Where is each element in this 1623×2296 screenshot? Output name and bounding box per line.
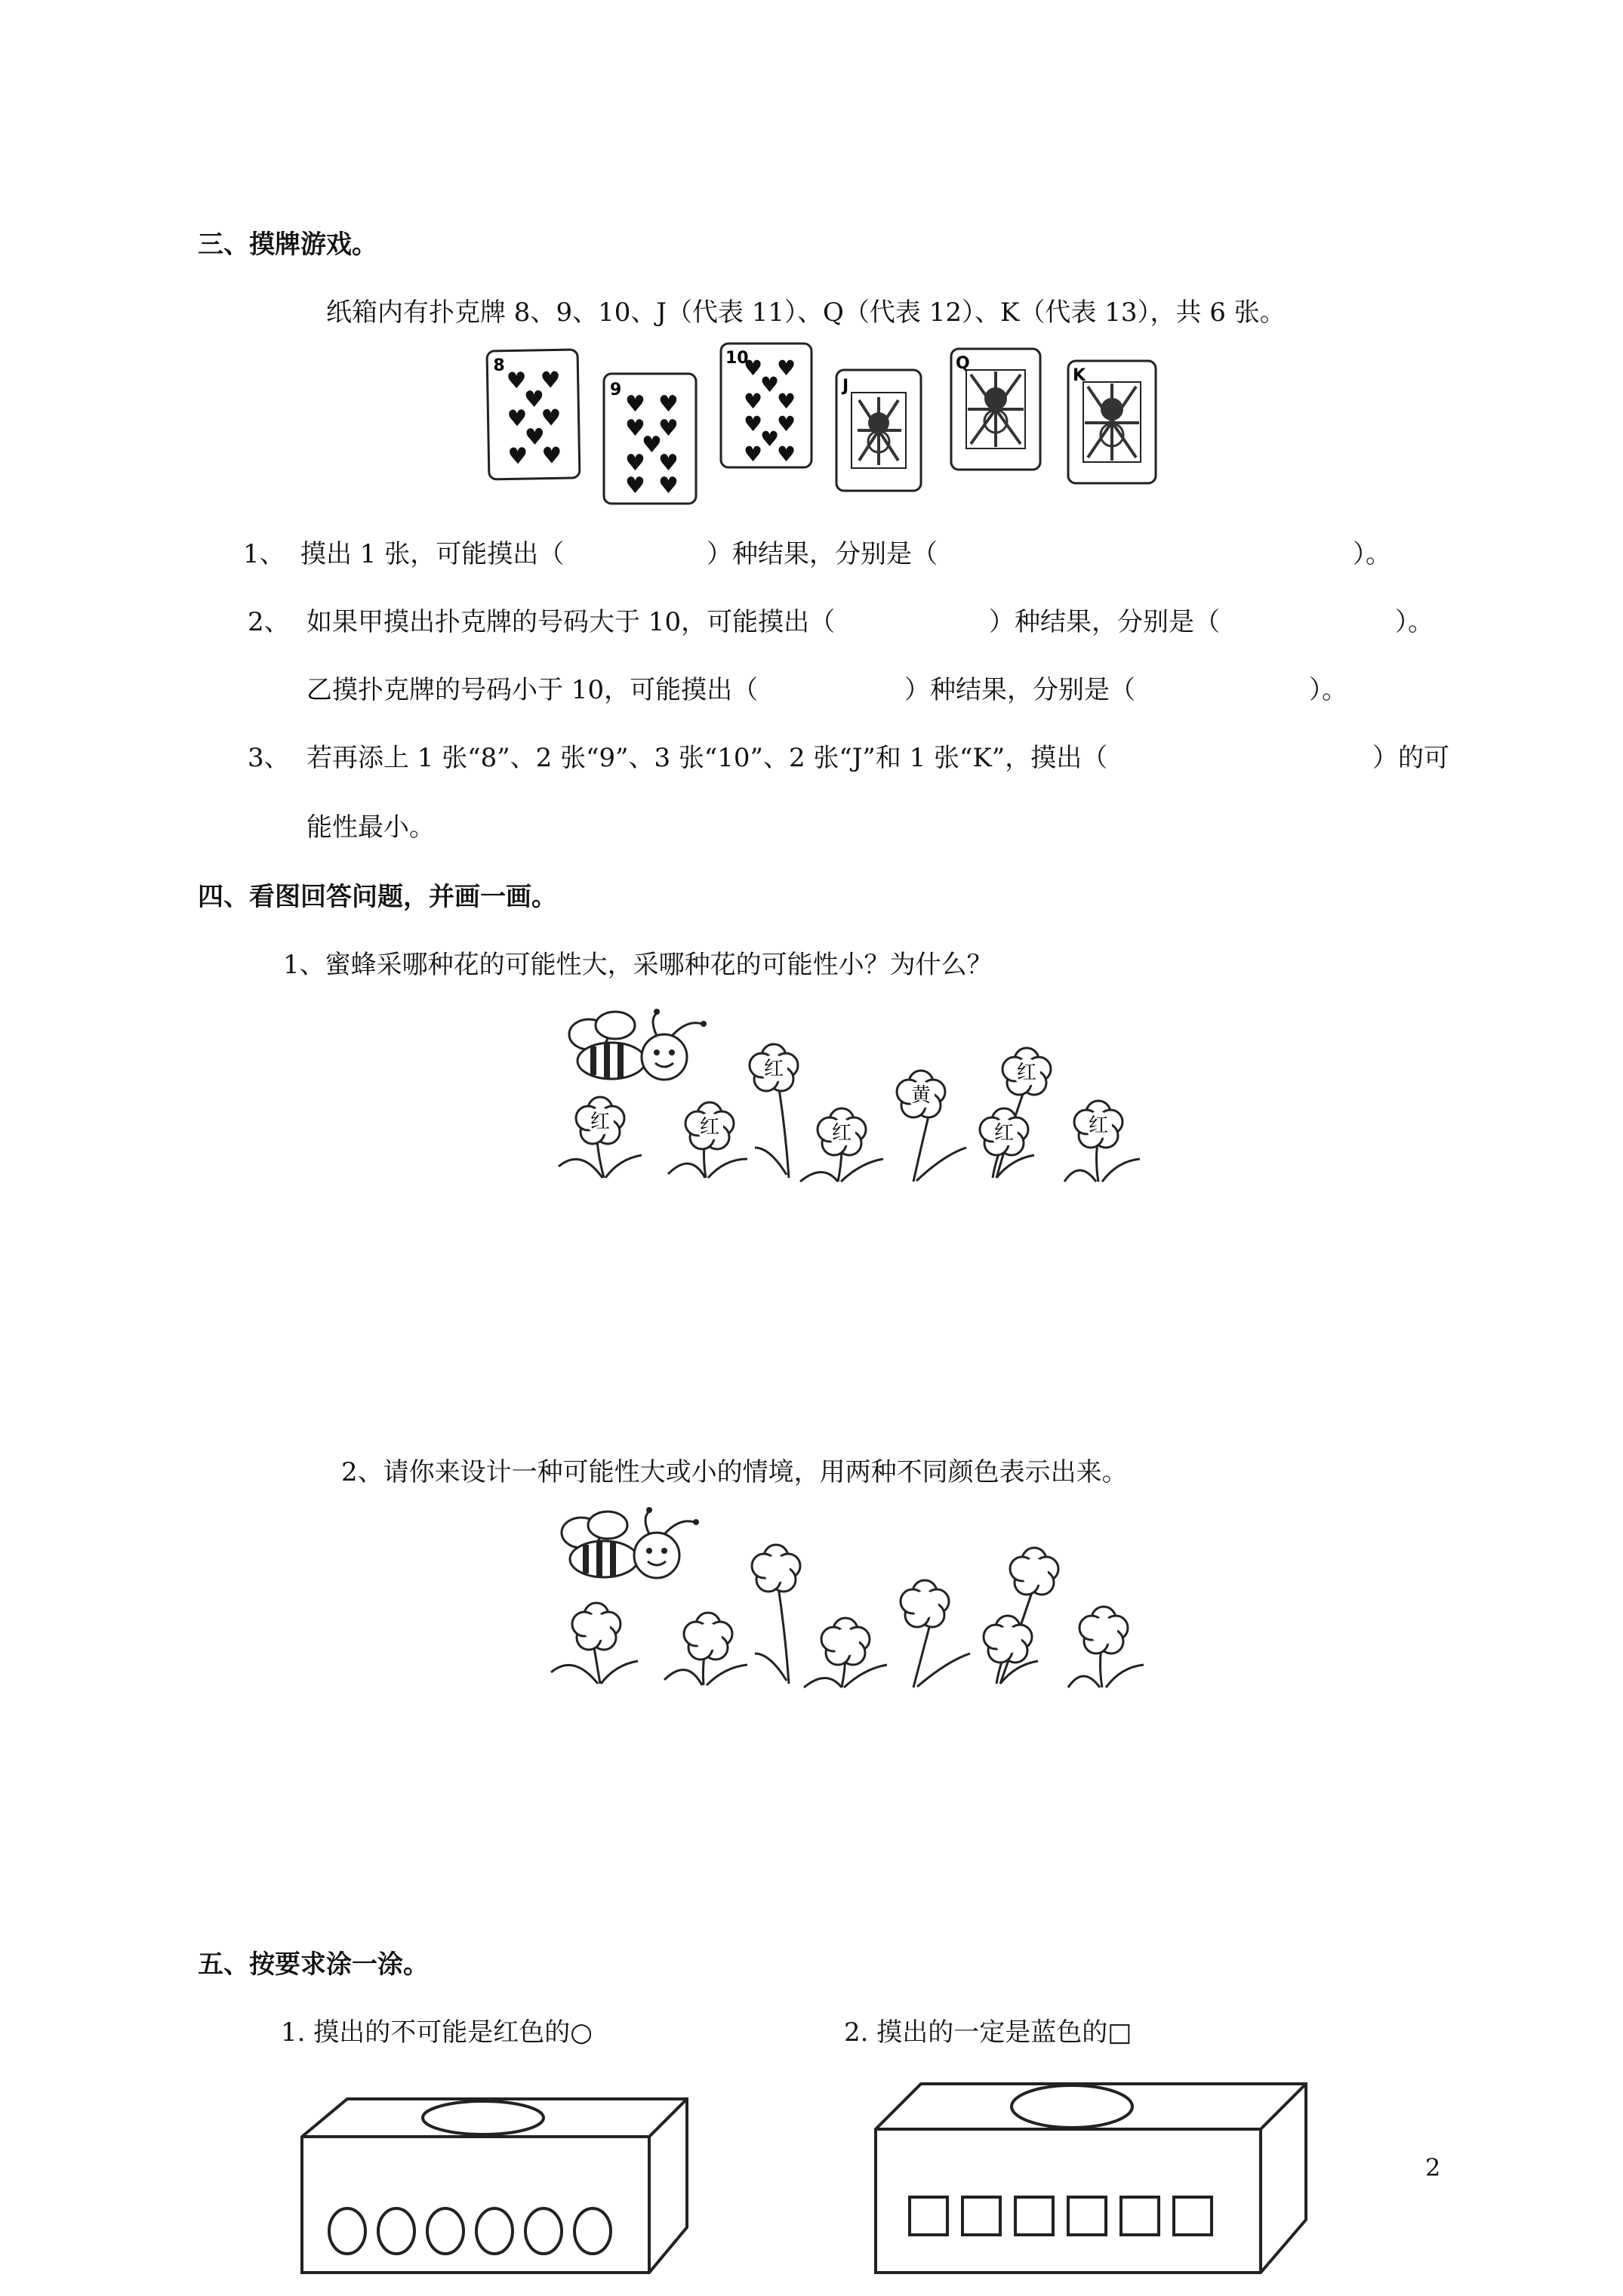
section4-q2: 2、请你来设计一种可能性大或小的情境，用两种不同颜色表示出来。 [341,1457,1128,1487]
q1-text-c: ）。 [1353,539,1391,569]
svg-text:♥: ♥ [777,442,796,467]
svg-text:红: 红 [994,1122,1015,1145]
card-j [836,370,921,491]
svg-text:♥: ♥ [744,356,763,381]
blank-flower [572,1603,621,1650]
section3-heading: 三、摸牌游戏。 [198,230,377,260]
svg-text:♥: ♥ [744,442,763,467]
flower-red-1 [576,1097,624,1144]
flower-red-3 [750,1044,798,1091]
svg-text:♥: ♥ [523,386,545,414]
section5-heading: 五、按要求涂一涂。 [198,1949,429,1980]
svg-text:♥: ♥ [506,368,527,395]
svg-text:♥: ♥ [760,427,780,451]
svg-text:♥: ♥ [541,442,562,470]
q3-text-a: 若再添上 1 张“8”、2 张“9”、3 张“10”、2 张“J”和 1 张“K”，摸出（ [306,743,1108,773]
q1-text-a: 摸出 1 张，可能摸出（ [300,539,565,569]
q2b-text-c: ）。 [1309,675,1347,705]
svg-text:♥: ♥ [540,405,562,432]
blank-flower [984,1616,1032,1663]
q2-text-c: ）。 [1395,607,1434,637]
card-10-rank: 10 [725,349,749,368]
card-q [951,349,1040,470]
card-8 [487,350,580,479]
section5-q2: 2. 摸出的一定是蓝色的□ [844,2017,1132,2048]
page-number: 2 [1425,2153,1441,2182]
card-k [1068,361,1156,483]
flower-red-4 [818,1108,866,1155]
section4-q1: 1、蜜蜂采哪种花的可能性大，采哪种花的可能性小？为什么？ [283,950,993,980]
svg-text:红: 红 [590,1111,611,1133]
svg-text:♥: ♥ [658,391,679,418]
q2-text-a: 如果甲摸出扑克牌的号码大于 10，可能摸出（ [306,607,836,637]
q3-text-b: ）的可 [1372,743,1449,773]
svg-text:♥: ♥ [524,424,546,451]
svg-text:红: 红 [832,1122,852,1145]
svg-text:♥: ♥ [777,411,796,436]
svg-text:♥: ♥ [507,405,528,433]
svg-text:黄: 黄 [911,1084,932,1107]
svg-text:♥: ♥ [744,389,763,414]
svg-text:♥: ♥ [625,450,645,476]
q1-text-b: ）种结果，分别是（ [707,539,938,569]
flower-red-7 [1074,1101,1123,1148]
svg-text:♥: ♥ [760,372,780,397]
card-k-rank: K [1073,366,1086,385]
card-q-rank: Q [956,354,970,373]
svg-text:♥: ♥ [625,415,645,442]
card-8-rank: 8 [493,356,505,375]
blank-flower [901,1580,949,1627]
blank-flower [752,1545,800,1592]
svg-text:♥: ♥ [625,473,645,499]
section4-heading: 四、看图回答问题，并画一画。 [198,882,557,912]
svg-text:♥: ♥ [777,389,796,414]
q2-text-b: ）种结果，分别是（ [989,607,1220,637]
bee-flowers-illustration-2 [536,1502,1155,1699]
flower-red-5 [1002,1048,1051,1095]
svg-text:♥: ♥ [777,356,796,381]
card-9 [604,374,696,504]
playing-cards-illustration [476,340,1155,506]
box-with-circles [294,2084,694,2280]
q3-text-line2: 能性最小。 [306,812,435,843]
svg-text:红: 红 [700,1116,720,1139]
q2b-text-b: ）种结果，分别是（ [904,675,1135,705]
box-with-squares [868,2069,1313,2280]
svg-text:♥: ♥ [625,391,645,418]
flower-yellow-1 [897,1071,945,1117]
bee-icon [562,1507,699,1578]
section3-intro: 纸箱内有扑克牌 8、9、10、J（代表 11）、Q（代表 12）、K（代表 13），共 6 张。 [326,297,1286,328]
blank-flower [821,1618,870,1665]
card-9-rank: 9 [610,381,622,399]
svg-text:♥: ♥ [658,450,679,476]
blank-flower [1079,1607,1128,1653]
q3-number: 3、 [248,743,290,773]
card-10 [721,344,812,467]
blank-flower [684,1613,732,1660]
bee-icon [569,1009,707,1080]
q2-number: 2、 [248,607,290,637]
svg-text:红: 红 [764,1058,784,1080]
svg-text:♥: ♥ [507,443,528,470]
bee-flowers-illustration-1 [544,997,1147,1193]
svg-text:♥: ♥ [658,415,679,442]
card-j-rank: J [842,377,849,396]
flower-red-6 [980,1108,1028,1155]
svg-text:♥: ♥ [540,367,561,394]
flower-red-2 [685,1102,734,1149]
section5-q1: 1. 摸出的不可能是红色的○ [281,2017,593,2048]
q2b-text-a: 乙摸扑克牌的号码小于 10，可能摸出（ [306,675,759,705]
q1-number: 1、 [243,539,285,569]
blank-flower [1010,1548,1058,1595]
svg-text:红: 红 [1017,1062,1037,1084]
svg-text:♥: ♥ [744,411,763,436]
svg-text:♥: ♥ [642,432,662,458]
svg-text:♥: ♥ [658,473,679,499]
svg-text:红: 红 [1089,1114,1109,1137]
